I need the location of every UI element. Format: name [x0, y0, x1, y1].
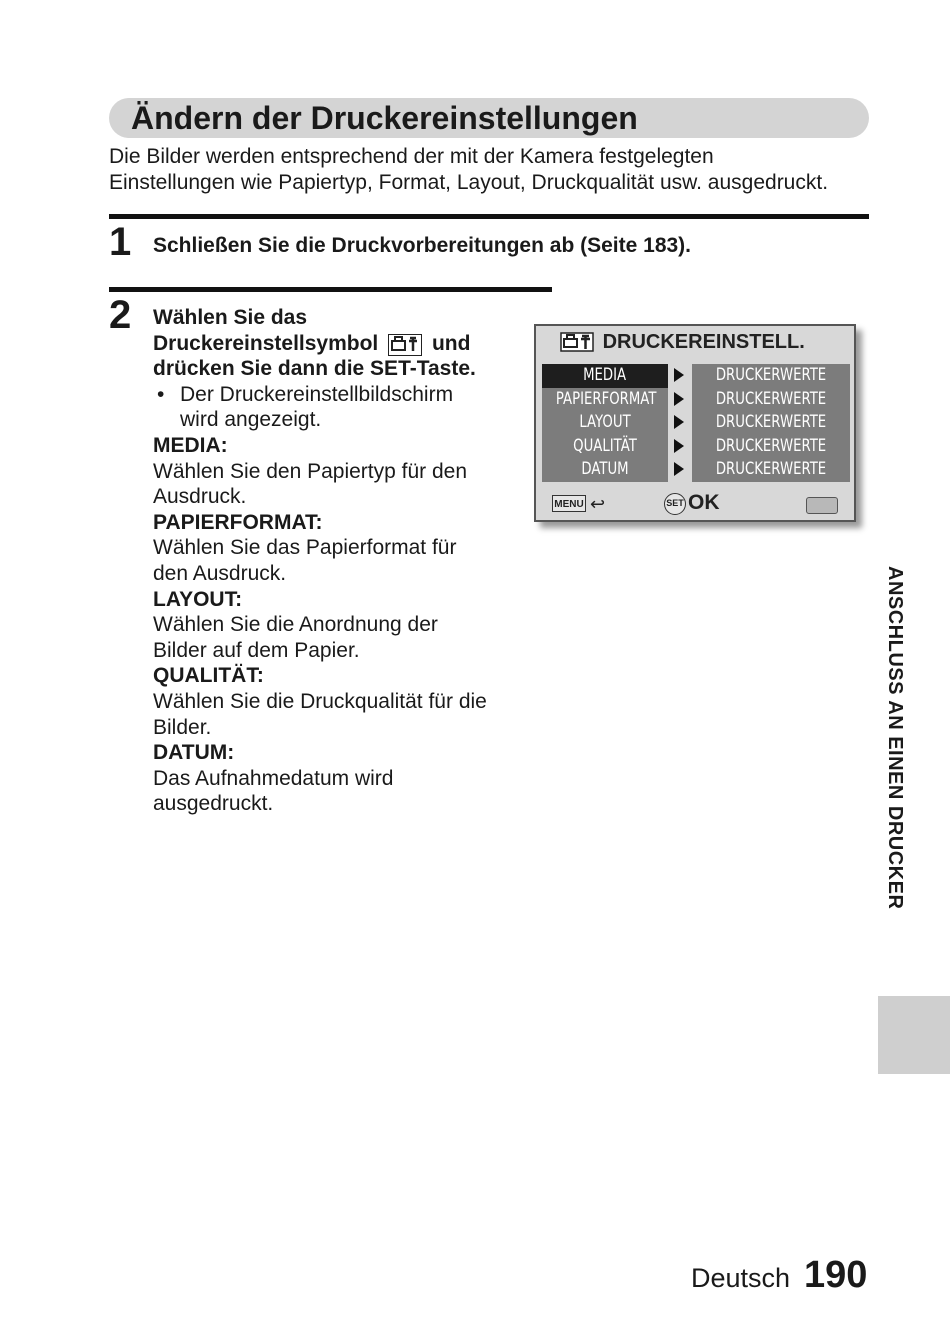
side-tab-marker	[878, 996, 950, 1074]
intro-paragraph	[109, 144, 879, 196]
item-desc: Ausdruck.	[153, 485, 247, 509]
battery-icon	[806, 497, 838, 514]
bullet-item	[153, 382, 513, 433]
menu-button[interactable]: MENU	[552, 495, 586, 512]
step2-heading: Wählen Sie das	[153, 306, 308, 329]
item-desc: Wählen Sie den Papiertyp für den	[153, 459, 468, 483]
item-desc: Wählen Sie die Druckqualität für die	[153, 689, 487, 713]
value-item[interactable]: DRUCKERWERTE	[715, 388, 827, 409]
printer-settings-icon	[388, 334, 422, 356]
item-label-papierformat: PAPIERFORMAT:	[153, 510, 323, 534]
menu-item-datum[interactable]: DATUM	[581, 459, 629, 479]
value-item[interactable]: DRUCKERWERTE	[715, 459, 827, 479]
step2-number: 2	[109, 293, 132, 337]
value-item[interactable]: DRUCKERWERTE	[715, 412, 827, 432]
item-desc: ausgedruckt.	[153, 792, 274, 816]
item-label-datum: DATUM:	[153, 741, 235, 765]
printer-settings-icon	[560, 332, 594, 352]
step2-heading: drücken Sie dann die SET-Taste.	[153, 357, 476, 381]
chevron-right-icon	[674, 392, 684, 406]
menu-item-label: MEDIA	[583, 365, 627, 385]
intro-line: Einstellungen wie Papiertyp, Format, Layout, Druckqualität usw. ausgedruckt.	[109, 171, 829, 194]
arrow-column	[674, 368, 688, 486]
item-desc: Das Aufnahmedatum wird	[153, 766, 394, 790]
bullet-symbol: •	[157, 382, 165, 406]
step2-rule	[109, 287, 552, 292]
item-label-media: MEDIA:	[153, 433, 228, 457]
title-bar	[109, 98, 869, 138]
chevron-right-icon	[674, 415, 684, 429]
chevron-right-icon	[674, 462, 684, 476]
value-item[interactable]: DRUCKERWERTE	[715, 365, 827, 385]
item-desc: den Ausdruck.	[153, 561, 287, 585]
ok-label: OK	[688, 491, 720, 514]
step2-heading	[153, 331, 513, 357]
menu-item-qualitaet[interactable]: QUALITÄT	[573, 435, 637, 456]
item-desc: Wählen Sie die Anordnung der	[153, 613, 438, 637]
step2-heading-part: Druckereinstellsymbol	[153, 331, 379, 355]
side-tab-label: ANSCHLUSS AN EINEN DRUCKER	[884, 566, 906, 910]
step2-heading-part: und	[431, 331, 471, 355]
menu-list	[542, 364, 668, 482]
screen-title-text: DRUCKEREINSTELL.	[602, 331, 805, 353]
menu-item-papierformat[interactable]: PAPIERFORMAT	[555, 388, 657, 409]
screen-footer	[536, 490, 854, 520]
menu-item-layout[interactable]: LAYOUT	[579, 412, 631, 432]
bullet-text: wird angezeigt.	[180, 408, 322, 432]
item-label-layout: LAYOUT:	[153, 587, 243, 611]
menu-item-media[interactable]	[542, 364, 668, 388]
chevron-right-icon	[674, 368, 684, 382]
step1-rule	[109, 214, 869, 219]
item-desc: Bilder.	[153, 715, 212, 739]
value-list	[692, 364, 850, 482]
chevron-right-icon	[674, 439, 684, 453]
bullet-text: Der Druckereinstellbildschirm	[180, 382, 454, 406]
footer-language: Deutsch	[691, 1263, 791, 1293]
camera-screen	[534, 324, 856, 522]
set-button[interactable]: SET	[664, 493, 686, 515]
screen-title	[560, 328, 805, 356]
item-desc: Wählen Sie das Papierformat für	[153, 536, 457, 560]
back-icon: ↩	[590, 494, 606, 514]
page-title: Ändern der Druckereinstellungen	[131, 100, 638, 136]
step1-number: 1	[109, 220, 132, 264]
value-item[interactable]: DRUCKERWERTE	[715, 435, 827, 456]
intro-line: Die Bilder werden entsprechend der mit der Kamera festgelegten	[109, 145, 714, 168]
item-label-qualitaet: QUALITÄT:	[153, 664, 264, 688]
step2-body	[153, 305, 513, 817]
item-desc: Bilder auf dem Papier.	[153, 638, 360, 662]
page-number: 190	[804, 1254, 868, 1296]
step1-text: Schließen Sie die Druckvorbereitungen ab (Seite 183).	[153, 234, 692, 257]
